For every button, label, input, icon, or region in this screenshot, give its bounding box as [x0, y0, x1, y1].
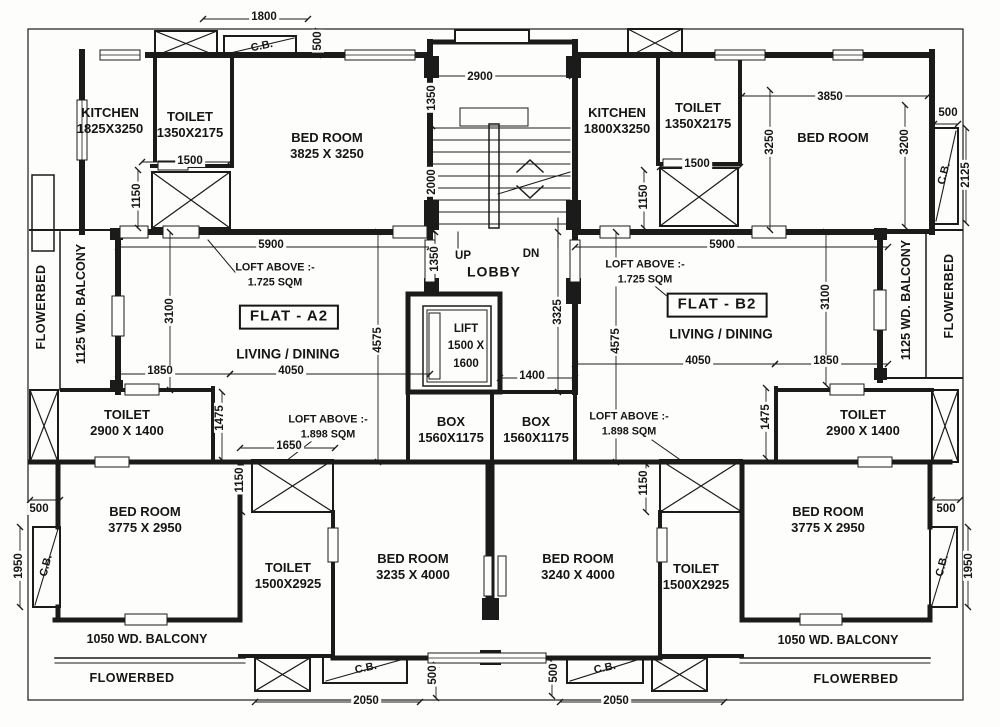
- lift-label: LIFT 1500 X 1600: [447, 323, 485, 370]
- cupboard-mid-right-label: C.B.: [933, 553, 951, 578]
- cupboard-mid-left-label: C.B.: [37, 553, 55, 578]
- dim-toilet-b-width: 1500: [684, 157, 710, 170]
- dim-bedroom-b-width: 3850: [817, 90, 843, 103]
- dim-living-a-w1: 1850: [147, 364, 173, 377]
- cupboard-top-left-label: C.B.: [249, 37, 274, 55]
- flat-b2-title: FLAT - B2: [667, 293, 768, 318]
- balcony-left-label: 1125 WD. BALCONY: [74, 243, 89, 365]
- dim-flat-b-width: 5900: [709, 238, 735, 251]
- loft-note-a-small: LOFT ABOVE :- 1.898 SQM: [288, 413, 368, 440]
- dim-cb-right-height: 1950: [962, 553, 975, 579]
- dim-cb-right-offset: 500: [936, 502, 956, 515]
- balcony-bottom-right-label: 1050 WD. BALCONY: [777, 633, 899, 648]
- dim-living-b-height: 4575: [609, 328, 622, 354]
- dim-closet-bl-width: 1650: [276, 439, 302, 452]
- dim-living-b-w2: 1850: [813, 354, 839, 367]
- room-toilet-b-mid: TOILET 2900 X 1400: [826, 406, 900, 438]
- room-toilet-br: TOILET 1500X2925: [662, 560, 730, 592]
- flat-a2-title: FLAT - A2: [239, 305, 339, 330]
- dim-bedroom-b-height-1: 3250: [763, 129, 776, 155]
- dim-toilet-a-width: 1500: [177, 154, 203, 167]
- dim-balcony-right-height: 3100: [819, 284, 832, 310]
- dim-stair-flight: 2000: [425, 169, 438, 195]
- flowerbed-right-label: FLOWERBED: [942, 253, 957, 339]
- dim-cb-left-offset: 500: [29, 502, 49, 515]
- dim-living-a-height: 4575: [371, 327, 384, 353]
- flowerbed-left-label: FLOWERBED: [34, 264, 49, 350]
- loft-note-a-main: LOFT ABOVE :- 1.725 SQM: [235, 261, 315, 288]
- cupboard-bottom-right-label: C.B.: [592, 659, 617, 677]
- dim-toilet-b-mid-depth: 1475: [759, 404, 772, 430]
- room-toilet-a-top: TOILET 1350X2175: [156, 108, 224, 140]
- room-bedroom-bc-right: BED ROOM 3240 X 4000: [541, 550, 615, 582]
- dim-bedroom-b-height-2: 3200: [898, 129, 911, 155]
- dim-closet-bl-depth: 1150: [233, 467, 246, 493]
- dim-balcony-bl-depth: 500: [426, 665, 439, 685]
- room-toilet-a-mid: TOILET 2900 X 1400: [90, 406, 164, 438]
- room-bedroom-bc-left: BED ROOM 3235 X 4000: [376, 550, 450, 582]
- dim-stair-width: 2900: [467, 70, 493, 83]
- cupboard-top-right-label: C.B.: [935, 161, 953, 186]
- dim-balcony-left-height: 3100: [163, 298, 176, 324]
- dim-balcony-br-depth: 500: [547, 663, 560, 683]
- dim-cb-top-depth: 500: [311, 31, 324, 51]
- flowerbed-bottom-left-label: FLOWERBED: [89, 671, 175, 686]
- loft-note-b-small: LOFT ABOVE :- 1.898 SQM: [589, 410, 669, 437]
- dim-cb-left-height: 1950: [12, 553, 25, 579]
- living-dining-a: LIVING / DINING: [236, 346, 340, 362]
- stairs-dn-label: DN: [522, 247, 540, 260]
- dim-living-a-w2: 4050: [278, 364, 304, 377]
- stairs-up-label: UP: [455, 249, 471, 262]
- room-box-left: BOX 1560X1175: [418, 413, 484, 445]
- room-kitchen-b: KITCHEN 1800X3250: [583, 104, 651, 136]
- room-bedroom-bl: BED ROOM 3775 X 2950: [108, 503, 182, 535]
- room-toilet-b-top: TOILET 1350X2175: [664, 99, 732, 131]
- balcony-right-label: 1125 WD. BALCONY: [899, 239, 914, 361]
- balcony-bottom-left-label: 1050 WD. BALCONY: [86, 632, 208, 647]
- dim-cb-br-width: 2050: [603, 694, 629, 707]
- flowerbed-bottom-right-label: FLOWERBED: [813, 672, 899, 687]
- dim-lobby-depth: 1350: [428, 246, 441, 272]
- room-kitchen-a: KITCHEN 1825X3250: [76, 104, 144, 136]
- room-bedroom-b-top: BED ROOM: [797, 129, 869, 145]
- dim-cb-bl-width: 2050: [353, 694, 379, 707]
- lobby-label: LOBBY: [467, 263, 521, 280]
- dim-toilet-a-mid-depth: 1475: [213, 405, 226, 431]
- cupboard-bottom-left-label: C.B.: [353, 659, 378, 677]
- dim-closet-a-depth: 1150: [130, 183, 143, 209]
- living-dining-b: LIVING / DINING: [669, 326, 773, 342]
- dim-closet-b-depth: 1150: [637, 184, 650, 210]
- dim-cb-top-right-depth: 500: [938, 106, 958, 119]
- dim-closet-br-depth: 1150: [637, 470, 650, 496]
- room-box-right: BOX 1560X1175: [503, 413, 569, 445]
- dim-cb-top-right-height: 2125: [959, 162, 972, 188]
- room-toilet-bl: TOILET 1500X2925: [254, 559, 322, 591]
- dim-flat-a-width: 5900: [258, 238, 284, 251]
- dim-stair-landing: 1350: [425, 85, 438, 111]
- room-bedroom-br: BED ROOM 3775 X 2950: [791, 503, 865, 535]
- dim-lift-passage: 1400: [519, 369, 545, 382]
- loft-note-b-main: LOFT ABOVE :- 1.725 SQM: [605, 258, 685, 285]
- dim-lobby-height: 3325: [551, 299, 564, 325]
- dim-living-b-w1: 4050: [685, 354, 711, 367]
- dim-cb-top-width: 1800: [251, 10, 277, 23]
- room-bedroom-a-top: BED ROOM 3825 X 3250: [290, 129, 364, 161]
